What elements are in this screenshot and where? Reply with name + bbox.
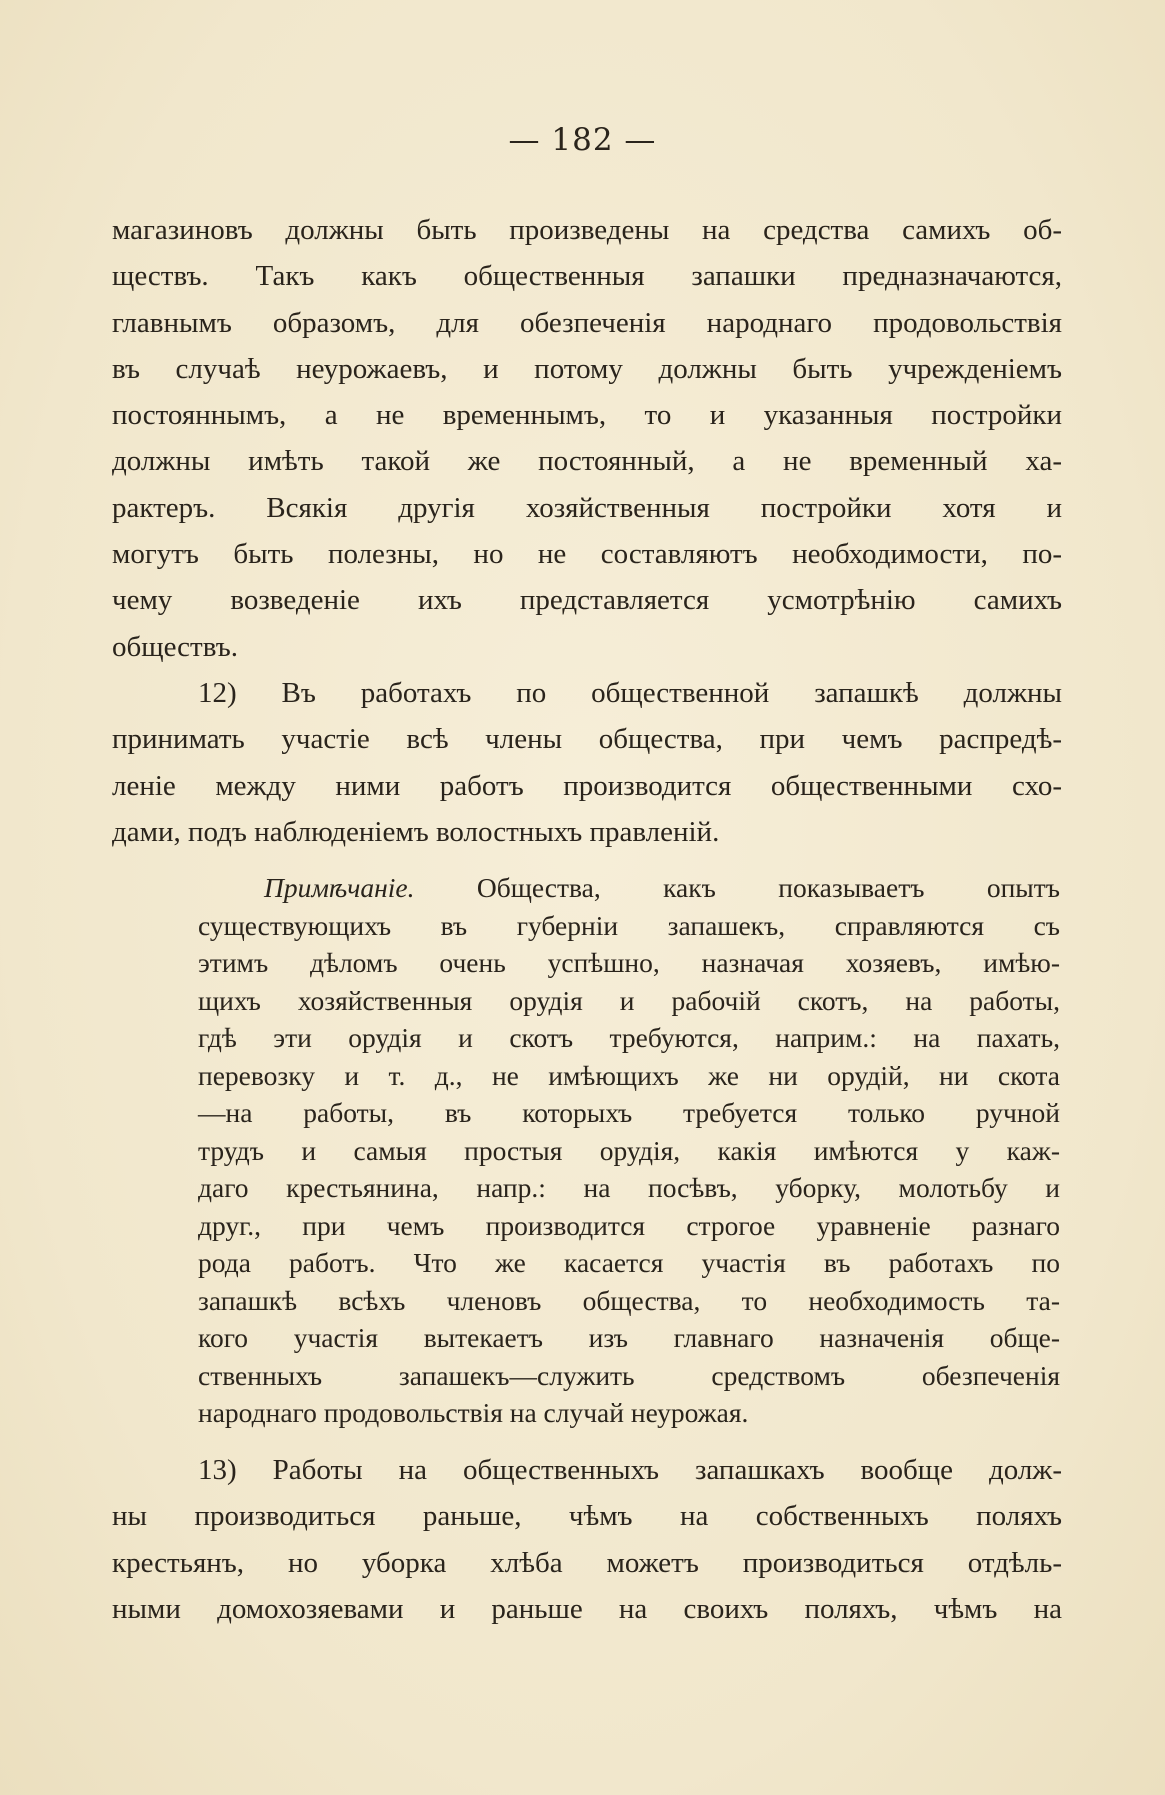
note-line: запашкѣ всѣхъ членовъ общества, то необходимость та- — [198, 1284, 1060, 1316]
note-first-line — [198, 869, 1060, 907]
note-line: даго крестьянина, напр.: на посѣвъ, уборку, молотьбу и — [198, 1172, 1060, 1203]
text-line: должны имѣть такой же постоянный, а не временный ха- — [112, 445, 1062, 478]
text-line: магазиновъ должны быть произведены на средства самихъ об- — [112, 214, 1062, 246]
text-line: принимать участіе всѣ члены общества, при чемъ распредѣ- — [112, 723, 1062, 756]
text-line: чему возведеніе ихъ представляется усмотрѣнію самихъ — [112, 584, 1062, 617]
note-first-line-text: Общества, какъ показываетъ опытъ — [476, 872, 1061, 903]
note-line: этимъ дѣломъ очень успѣшно, назначая хозяевъ, имѣю- — [198, 947, 1060, 978]
note-block — [198, 869, 1060, 1432]
note-line: трудъ и самыя простыя орудія, какія имѣются у каж- — [198, 1134, 1060, 1166]
paragraph-13-block — [112, 1447, 1062, 1632]
main-text-block — [112, 207, 1062, 855]
text-line: ществъ. Такъ какъ общественныя запашки предназначаются, — [112, 260, 1062, 293]
text-line: ными домохозяевами и раньше на своихъ поляхъ, чѣмъ на — [112, 1592, 1062, 1625]
note-line: перевозку и т. д., не имѣющихъ же ни орудій, ни скота — [198, 1059, 1060, 1091]
text-line: могутъ быть полезны, но не составляютъ необходимости, по- — [112, 538, 1062, 571]
note-label: Примѣчаніе. — [264, 872, 415, 903]
text-line: главнымъ образомъ, для обезпеченія народнаго продовольствія — [112, 306, 1062, 339]
text-line: 13) Работы на общественныхъ запашкахъ вообще долж- — [198, 1454, 1062, 1486]
note-line: —на работы, въ которыхъ требуется только ручной — [198, 1097, 1060, 1128]
note-line: существующихъ въ губерніи запашекъ, справляются съ — [198, 909, 1060, 941]
note-line: рода работъ. Что же касается участія въ работахъ по — [198, 1247, 1060, 1278]
note-line: щихъ хозяйственныя орудія и рабочій скотъ, на работы, — [198, 984, 1060, 1016]
note-line: друг., при чемъ производится строгое уравненіе разнаго — [198, 1209, 1060, 1241]
text-line: 12) Въ работахъ по общественной запашкѣ должны — [198, 676, 1062, 709]
text-line: дами, подъ наблюденіемъ волостныхъ правленій. — [112, 815, 720, 848]
text-line: обществъ. — [112, 630, 238, 663]
text-line: рактеръ. Всякія другія хозяйственныя постройки хотя и — [112, 491, 1062, 524]
text-line: крестьянъ, но уборка хлѣба можетъ производиться отдѣль- — [112, 1546, 1062, 1579]
note-line: ственныхъ запашекъ—служить средствомъ обезпеченія — [198, 1359, 1060, 1391]
text-line: въ случаѣ неурожаевъ, и потому должны быть учрежденіемъ — [112, 352, 1062, 385]
note-line: гдѣ эти орудія и скотъ требуются, наприм.: на пахать, — [198, 1022, 1060, 1053]
note-line: народнаго продовольствія на случай неурожая. — [198, 1397, 749, 1428]
text-line: постояннымъ, а не временнымъ, то и указанныя постройки — [112, 399, 1062, 432]
text-line: леніе между ними работъ производится общественными схо- — [112, 769, 1062, 802]
text-line: ны производиться раньше, чѣмъ на собственныхъ поляхъ — [112, 1500, 1062, 1533]
page-number: — 182 — — [508, 122, 657, 158]
note-line: кого участія вытекаетъ изъ главнаго назначенія обще- — [198, 1322, 1060, 1353]
